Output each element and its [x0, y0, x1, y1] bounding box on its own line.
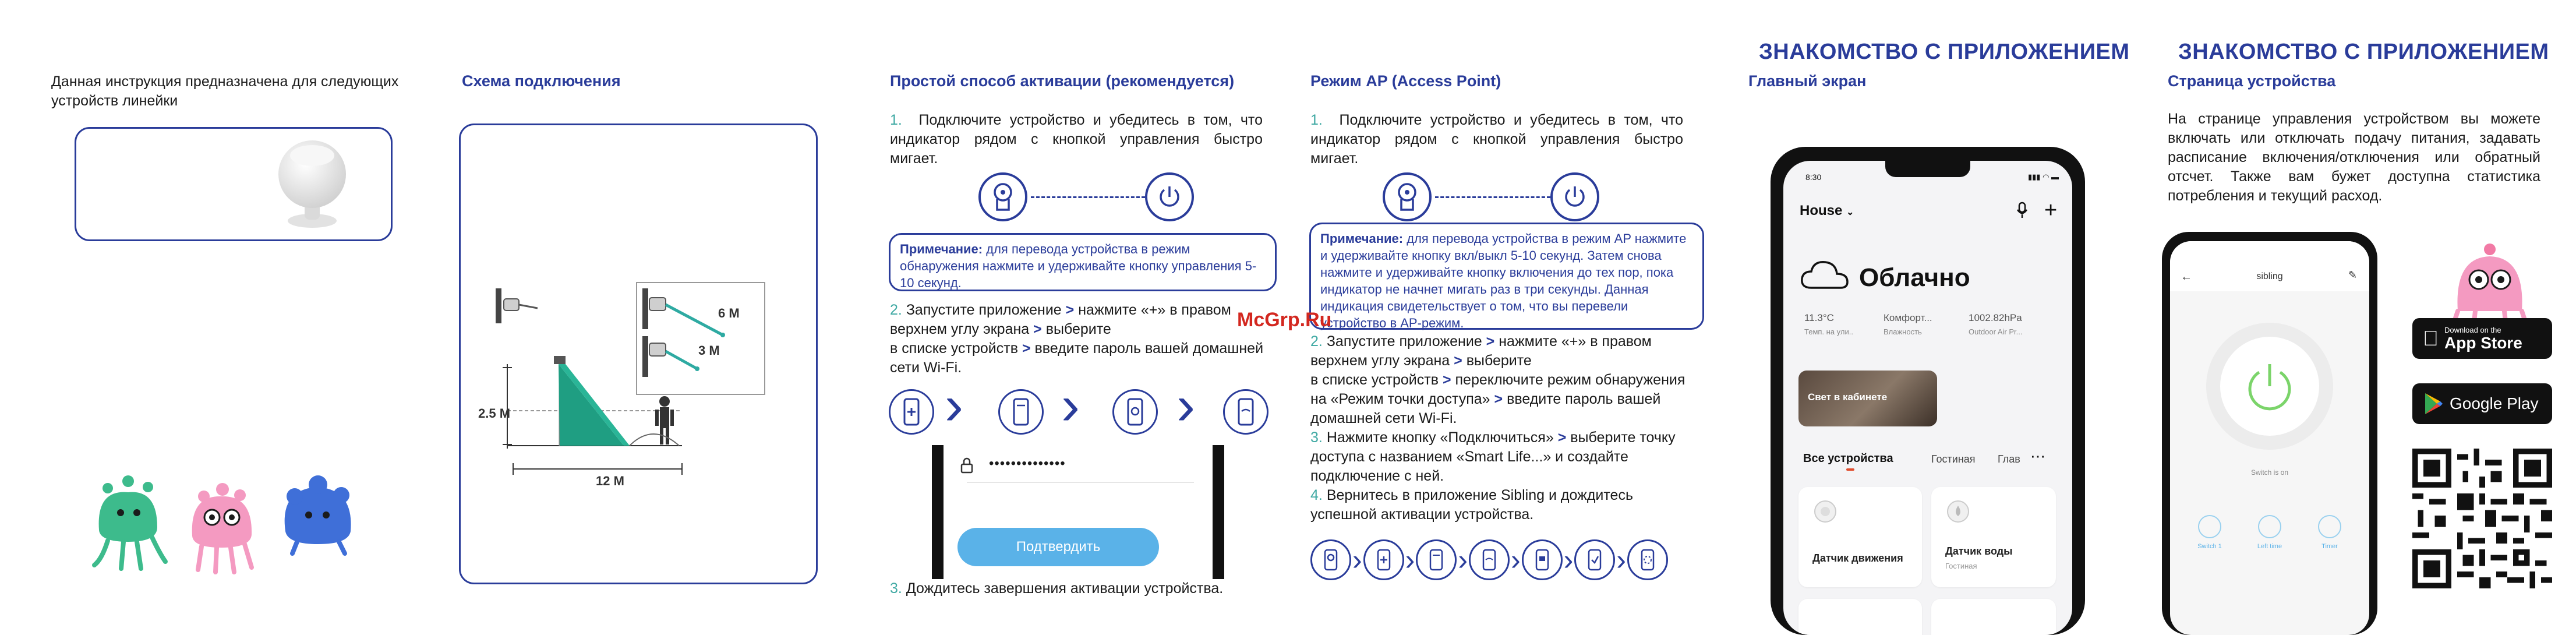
- ap-step-icons: [1310, 539, 1668, 580]
- left-time-button[interactable]: [2253, 515, 2286, 550]
- app-store-big-text: App Store: [2429, 333, 2507, 352]
- back-arrow-icon[interactable]: ←: [2181, 270, 2192, 283]
- switch1-button[interactable]: [2193, 515, 2226, 550]
- arrow-icon: >: [1033, 321, 1042, 337]
- status-time: 8:30: [1805, 172, 1822, 182]
- arrow-icon: >: [1557, 429, 1567, 446]
- step3-part-b: выберите точку доступа с названием «Smart Life...» и создайте подключение с ней.: [1310, 429, 1676, 484]
- dashed-connector: [1435, 196, 1550, 198]
- height-label: 2.5 M: [478, 406, 511, 421]
- active-tab-indicator: [1846, 468, 1854, 471]
- timer-label: Timer: [2321, 543, 2338, 550]
- step-number: 3.: [1310, 429, 1323, 446]
- step3-part-a: Нажмите кнопку «Подключиться»: [1326, 429, 1554, 446]
- wiring-diagram: [484, 271, 787, 481]
- tab-main[interactable]: Глав: [1998, 453, 2020, 465]
- switch1-label: Switch 1: [2197, 543, 2222, 550]
- timer-button[interactable]: [2313, 515, 2346, 550]
- sensor-small-icon: [1310, 539, 1351, 580]
- phone-frame-right: [1213, 445, 1224, 579]
- chevron-right-icon: ›: [1405, 544, 1415, 576]
- google-play-icon: [2423, 392, 2444, 415]
- simple-activation-heading: Простой способ активации (рекомендуется): [890, 72, 1235, 90]
- simple-note: [889, 233, 1277, 291]
- google-play-badge[interactable]: [2412, 383, 2552, 424]
- chevron-right-icon: ›: [1510, 544, 1521, 576]
- chevron-right-icon: ›: [945, 374, 963, 436]
- sensor-icon: [978, 172, 1027, 221]
- pressure-label: Outdoor Air Pr...: [1969, 327, 2023, 336]
- motion-sensor-icon: [1812, 499, 1838, 527]
- power-icon: [2243, 359, 2296, 413]
- device-card: [75, 127, 393, 241]
- step-text: Подключите устройство и убедитесь в том, что индикатор рядом с кнопкой управления быстро мигает.: [1310, 112, 1683, 167]
- main-screen-subheading: Главный экран: [1748, 72, 1867, 90]
- mascots-illustration: [87, 466, 367, 577]
- app-store-small-text: Download on the: [2429, 325, 2486, 334]
- timer-icon: [2318, 515, 2341, 538]
- confirm-button[interactable]: Подтвердить: [957, 528, 1159, 566]
- simple-step1: [890, 111, 1263, 168]
- device-tile-partial[interactable]: [1931, 599, 2056, 635]
- switch-icon: [2198, 515, 2221, 538]
- chevron-right-icon: ›: [1176, 374, 1195, 436]
- step-number: 1.: [890, 112, 902, 128]
- home-label: House: [1800, 203, 1843, 218]
- temp-label: Темп. на ули..: [1804, 327, 1853, 336]
- intro-text: Данная инструкция предназначена для следующих устройств линейки: [51, 73, 399, 109]
- apple-icon: [2423, 326, 2439, 351]
- step2-part-b: нажмите «+» в правом верхнем углу экрана: [890, 302, 1231, 337]
- simple-step2: [890, 301, 1274, 378]
- switch-status: Switch is on: [2250, 468, 2289, 477]
- ap-step2: [1310, 332, 1701, 428]
- power-toggle[interactable]: [2206, 323, 2333, 450]
- tab-living-room[interactable]: Гостиная: [1931, 453, 1976, 465]
- phone-plus-icon: [1363, 539, 1404, 580]
- lock-icon: [960, 457, 974, 478]
- password-input[interactable]: ••••••••••••••: [989, 456, 1066, 471]
- distance-6m-label: 6 M: [718, 306, 740, 320]
- step-number: 1.: [1310, 112, 1323, 128]
- temp-value: 11.3°C: [1804, 312, 1834, 323]
- app-intro-heading: ЗНАКОМСТВО С ПРИЛОЖЕНИЕМ: [1759, 40, 2130, 64]
- device-page-subheading: Страница устройства: [2168, 72, 2336, 90]
- step2-part-d: в списке устройств: [1310, 372, 1439, 388]
- water-sensor-icon: [1945, 499, 1971, 527]
- arrow-icon: >: [1442, 372, 1451, 388]
- ap-note: [1309, 223, 1704, 330]
- watermark-text: McGrp.Ru: [1237, 309, 1332, 331]
- weather-label: Облачно: [1859, 263, 1970, 292]
- step2-part-e: переключите режим обнаружения на «Режим точки доступа»: [1310, 372, 1685, 407]
- sensor-icon: [1383, 172, 1432, 221]
- wiring-heading: Схема подключения: [462, 72, 621, 90]
- chevron-right-icon: ›: [1352, 544, 1362, 576]
- divider: [967, 482, 1194, 483]
- scene-label: Свет в кабинете: [1808, 391, 1888, 403]
- cloud-icon: [1800, 259, 1850, 294]
- ap-step4: [1310, 486, 1701, 524]
- chevron-down-icon: ⌄: [1846, 207, 1854, 217]
- comfort-value: Комфорт...: [1884, 312, 1932, 323]
- status-icons: ▮▮▮ ◠ ▬: [2028, 172, 2059, 181]
- device-room: Гостиная: [1945, 562, 1977, 570]
- device-tile-partial[interactable]: [1798, 599, 1922, 635]
- app-intro-heading-2: ЗНАКОМСТВО С ПРИЛОЖЕНИЕМ: [2178, 40, 2549, 64]
- phone-frame-left: [932, 445, 944, 579]
- clock-icon: [2258, 515, 2281, 538]
- arrow-icon: >: [1486, 333, 1495, 350]
- chevron-right-icon: ›: [1061, 374, 1080, 436]
- note-text: для перевода устройства в режим обнаружения нажмите и удерживайте кнопку управления 5-10 секунд.: [900, 242, 1257, 290]
- step-text: Дождитесь завершения активации устройства.: [906, 580, 1224, 597]
- step2-part-e: введите пароль вашей домашней сети Wi-Fi.: [890, 340, 1264, 376]
- step4-text: Вернитесь в приложение Sibling и дождитесь успешной активации устройства.: [1310, 487, 1633, 523]
- ap-mode-heading: Режим AP (Access Point): [1310, 72, 1501, 90]
- power-toggle-inner: [2220, 337, 2319, 436]
- arrow-icon: >: [1494, 391, 1503, 407]
- comfort-label: Влажность: [1884, 327, 1922, 336]
- home-selector[interactable]: [1800, 203, 1854, 219]
- step-number: 4.: [1310, 487, 1323, 503]
- device-tile-motion[interactable]: [1798, 487, 1922, 587]
- device-page-title: sibling: [2256, 271, 2283, 281]
- device-name: Датчик движения: [1812, 552, 1903, 564]
- add-device-icon[interactable]: +: [2044, 198, 2058, 223]
- note-label: Примечание:: [900, 242, 983, 256]
- distance-3m-label: 3 M: [698, 343, 720, 358]
- note-text: для перевода устройства в режим AP нажмите и удерживайте кнопку вкл/выкл 5-10 секунд. Затем снова нажмите и удерживайте кнопку включения до тех пор, пока индикатор не начнет мигать раз в три секунды. Данная индикация свидетельствует о том, что вы перевели устройство в AP-режим.: [1320, 231, 1687, 330]
- phone-main-screen: [1771, 147, 2085, 635]
- step-number: 2.: [1310, 333, 1323, 350]
- device-tile-water[interactable]: [1931, 487, 2056, 587]
- edit-icon[interactable]: ✎: [2348, 269, 2358, 281]
- phone-device-icon: [1112, 389, 1158, 435]
- app-store-badge[interactable]: [2412, 318, 2552, 359]
- power-icon: [1550, 172, 1599, 221]
- arrow-icon: >: [1065, 302, 1075, 318]
- power-icon: [1145, 172, 1194, 221]
- step-text: Подключите устройство и убедитесь в том, что индикатор рядом с кнопкой управления быстро мигает.: [890, 112, 1263, 167]
- phone-loading-icon: [1627, 539, 1668, 580]
- step2-part-c: выберите: [1045, 321, 1111, 337]
- ap-steps-2-4: [1310, 332, 1701, 524]
- phone-device-screen: [2162, 232, 2377, 635]
- chevron-right-icon: ›: [1616, 544, 1626, 576]
- step2-part-a: Запустите приложение: [1326, 333, 1482, 350]
- device-name: Датчик воды: [1945, 545, 2013, 557]
- ap-step3: [1310, 428, 1701, 486]
- phone-notch: [1885, 161, 1970, 177]
- width-label: 12 M: [596, 474, 624, 488]
- scene-card[interactable]: [1798, 371, 1937, 426]
- dashed-connector: [1031, 196, 1145, 198]
- arrow-icon: >: [1454, 352, 1462, 369]
- more-icon[interactable]: ⋯: [2030, 447, 2045, 465]
- motion-sensor-image: [268, 133, 356, 232]
- phone-wifi-icon: [1223, 389, 1268, 435]
- microphone-icon[interactable]: [2016, 202, 2028, 223]
- chevron-right-icon: ›: [1458, 544, 1468, 576]
- simple-step3: [890, 579, 1274, 598]
- phone-list-icon: [1416, 539, 1457, 580]
- device-page-header: [2170, 241, 2369, 291]
- step2-part-b: нажмите «+» в правом верхнем углу экрана: [1310, 333, 1652, 369]
- phone-ap-icon: [1522, 539, 1563, 580]
- step-number: 2.: [890, 302, 902, 318]
- arrow-icon: >: [1022, 340, 1031, 357]
- google-play-text: Google Play: [2450, 394, 2539, 412]
- wiring-diagram-card: [459, 124, 818, 584]
- step-number: 3.: [890, 580, 902, 597]
- phone-connect-icon: [1574, 539, 1615, 580]
- step2-part-a: Запустите приложение: [906, 302, 1062, 318]
- pressure-value: 1002.82hPa: [1969, 312, 2022, 323]
- phone-plus-icon: [889, 389, 934, 435]
- phone-wifi-icon: [1469, 539, 1510, 580]
- pink-mascot: [2446, 241, 2533, 323]
- password-screen: [944, 445, 1213, 579]
- device-page-description: На странице управления устройством вы можете включать или отключать подачу питания, задавать расписание включения/отключения или обратный отсчет. Также вам бужет доступна статистика потребления и текущий расход.: [2168, 111, 2540, 204]
- left-time-label: Left time: [2257, 543, 2282, 550]
- tab-all-devices[interactable]: Все устройства: [1803, 452, 1893, 465]
- qr-code[interactable]: [2412, 449, 2552, 588]
- phone-list-icon: [998, 389, 1044, 435]
- note-label: Примечание:: [1320, 231, 1404, 246]
- chevron-right-icon: ›: [1563, 544, 1574, 576]
- step2-part-d: в списке устройств: [890, 340, 1018, 357]
- step2-part-c: выберите: [1466, 352, 1532, 369]
- step2-part-f: введите пароль вашей домашней сети Wi-Fi.: [1310, 391, 1661, 426]
- ap-step1: [1310, 111, 1683, 168]
